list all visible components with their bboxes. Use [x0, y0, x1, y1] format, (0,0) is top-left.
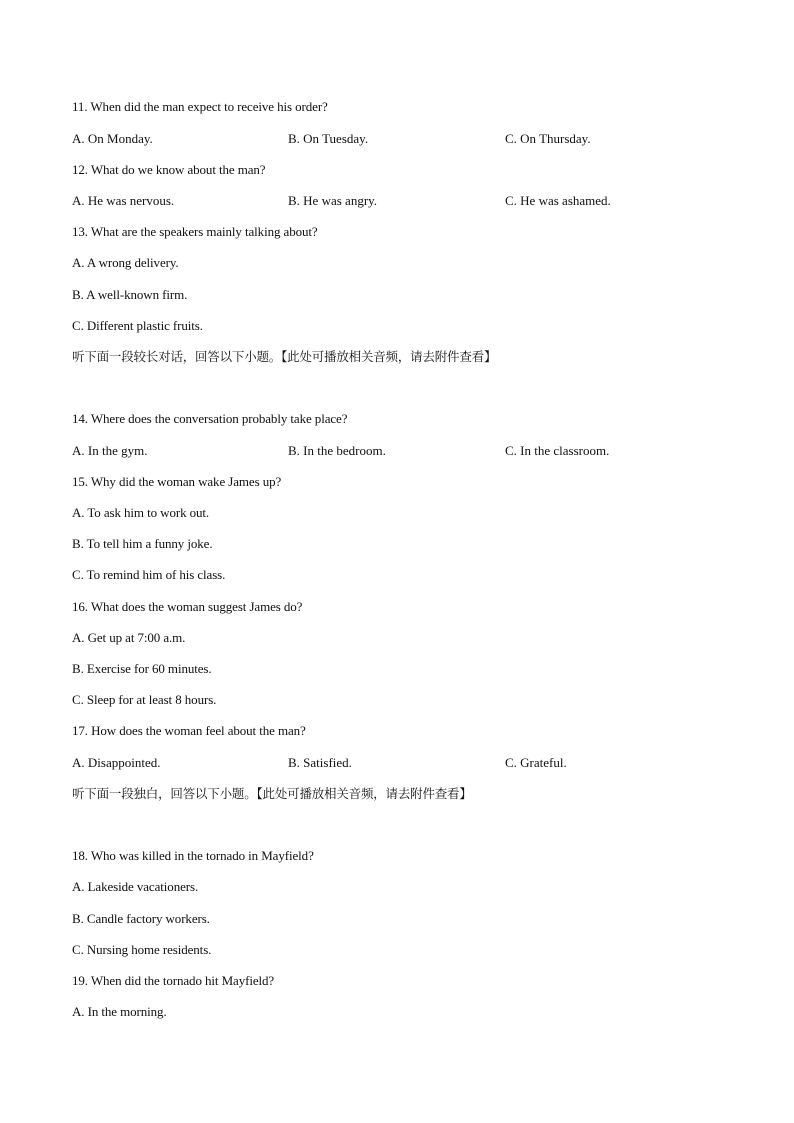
q15-option-b: B. To tell him a funny joke. [72, 536, 213, 551]
q16: 16. What does the woman suggest James do? [72, 599, 303, 614]
q17-options [72, 755, 722, 771]
q17-option-c: C. Grateful. [505, 755, 567, 770]
q12-options [72, 193, 722, 209]
q12-option-b: B. He was angry. [288, 193, 378, 208]
q11-option-c: C. On Thursday. [505, 131, 591, 146]
q15-option-a: A. To ask him to work out. [72, 505, 210, 520]
section-instruction-2: 听下面一段独白，回答以下小题。【此处可播放相关音频，请去附件查看】 [72, 786, 472, 801]
q17: 17. How does the woman feel about the man? [72, 723, 306, 738]
q11-options [72, 131, 722, 147]
q16-option-c: C. Sleep for at least 8 hours. [72, 692, 217, 707]
q11-option-a: A. On Monday. [72, 131, 153, 146]
section-instruction-1: 听下面一段较长对话，回答以下小题。【此处可播放相关音频，请去附件查看】 [72, 349, 497, 364]
q13-option-a: A. A wrong delivery. [72, 255, 179, 270]
q14-option-c: C. In the classroom. [505, 443, 610, 458]
q14: 14. Where does the conversation probably take place? [72, 411, 348, 426]
q16-option-a: A. Get up at 7:00 a.m. [72, 630, 186, 645]
q12-option-a: A. He was nervous. [72, 193, 175, 208]
q18: 18. Who was killed in the tornado in Mayfield? [72, 848, 314, 863]
q13-option-b: B. A well-known firm. [72, 287, 188, 302]
q18-option-b: B. Candle factory workers. [72, 911, 210, 926]
q14-option-a: A. In the gym. [72, 443, 148, 458]
q11: 11. When did the man expect to receive his order? [72, 99, 328, 114]
q13-option-c: C. Different plastic fruits. [72, 318, 203, 333]
q16-option-b: B. Exercise for 60 minutes. [72, 661, 212, 676]
q13: 13. What are the speakers mainly talking about? [72, 224, 318, 239]
q12-option-c: C. He was ashamed. [505, 193, 611, 208]
q18-option-c: C. Nursing home residents. [72, 942, 212, 957]
q12: 12. What do we know about the man? [72, 162, 266, 177]
q19-option-a: A. In the morning. [72, 1004, 167, 1019]
q14-option-b: B. In the bedroom. [288, 443, 386, 458]
q18-option-a: A. Lakeside vacationers. [72, 879, 199, 894]
q15-option-c: C. To remind him of his class. [72, 567, 226, 582]
q14-options [72, 443, 722, 459]
q17-option-a: A. Disappointed. [72, 755, 161, 770]
q15: 15. Why did the woman wake James up? [72, 474, 282, 489]
q17-option-b: B. Satisfied. [288, 755, 352, 770]
q19: 19. When did the tornado hit Mayfield? [72, 973, 275, 988]
q11-option-b: B. On Tuesday. [288, 131, 369, 146]
